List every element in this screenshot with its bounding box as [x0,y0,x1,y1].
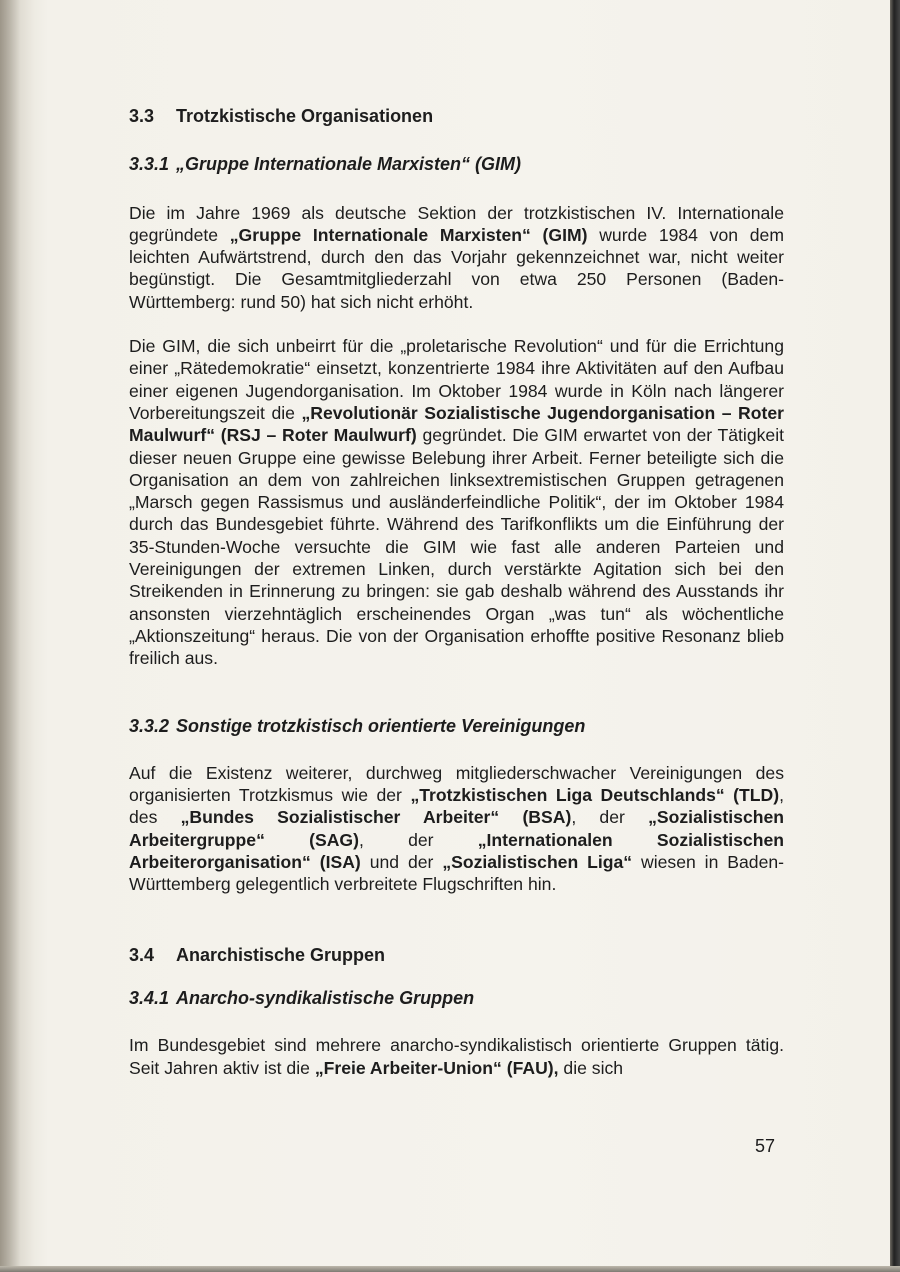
paragraph-text: Die GIM, die sich unbeirrt für die „proletarische Revolution“ und für die Errichtung einer „Rätedemokratie“ einsetzt, konzentrierte 1984 ihre Aktivitäten auf den Aufbau einer eigenen Jugendorganisation. Im Oktober 1984 wurde in Köln nach längerer Vorbereitungszeit die [129,336,784,423]
section-number: 3.3 [129,106,155,126]
paragraph-text: Im Bundesgebiet sind mehrere anarcho-syndikalistisch orientierte Gruppen tätig. Seit Jahren aktiv ist die [129,1035,784,1078]
organization-name-bold: „Revolutionär Sozialistische Jugendorganisation – Roter Maulwurf“ (RSJ – Roter Maulwurf) [129,402,784,446]
paragraph-text: wurde 1984 von dem leichten Aufwärtstrend, durch den das Vorjahr gekennzeichnet war, nicht weiter begünstigt. Die Gesamtmitgliederzahl von etwa 250 Personen (Baden-Württemberg: rund 50) hat sich nicht erhöht. [129,224,784,312]
organization-name-bold: „Sozialistischen Arbeitergruppe“ (SAG) [129,807,785,850]
organization-name-bold: „Bundes Sozialistischer Arbeiter“ (BSA) [180,807,572,828]
subsection-heading-3-4-1 [129,987,784,1009]
paragraph-gim-activities [129,335,784,669]
book-spine-shadow [0,0,34,1268]
paragraph-text: , des [129,785,784,828]
paragraph-text: , der [571,807,649,828]
paragraph-text: wiesen in Baden-Württemberg gelegentlich verbreitete Flugschriften hin. [129,852,785,895]
paragraph-text: die sich [558,1057,624,1078]
section-title: Anarchistische Gruppen [176,944,386,965]
paragraph-anarcho-syndicalist [129,1034,784,1079]
section-number: 3.4 [129,944,155,965]
paragraph-text: Die im Jahre 1969 als deutsche Sektion der trotzkistischen IV. Internationale gegründete [129,202,784,245]
section-title: Trotzkistische Organisationen [176,106,434,126]
paragraph-text: gegründet. Die GIM erwartet von der Tätigkeit dieser neuen Gruppe eine gewisse Belebung ihrer Arbeit. Ferner beteiligte sich die Organisation an dem von zahlreichen linksextremistischen Gruppen getragenen „Marsch gegen Rassismus und ausländerfeindliche Politik“, der im Oktober 1984 durch das Bundesgebiet führte. Während des Tarifkonflikts um die Einführung der 35-Stunden-Woche versuchte die GIM wie fast alle anderen Parteien und Vereinigungen der extremen Linken, durch verstärkte Agitation sich bei den Streikenden in Erinnerung zu bringen: sie gab deshalb während des Ausstands ihr ansonsten vierzehntäglich erscheinendes Organ „was tun“ als wöchentliche „Aktionszeitung“ heraus. Die von der Organisation erhoffte positive Resonanz blieb freilich aus. [129,425,785,669]
page-number: 57 [755,1136,776,1156]
subsection-title: „Gruppe Internationale Marxisten“ (GIM) [176,154,522,175]
subsection-heading-3-3-1 [129,153,784,175]
organization-name-bold: „Gruppe Internationale Marxisten“ (GIM) [229,224,588,245]
subsection-title: Sonstige trotzkistisch orientierte Vereinigungen [176,715,586,736]
organization-name-bold: „Internationalen Sozialistischen Arbeiterorganisation“ (ISA) [129,829,784,873]
paragraph-text: , der [358,829,478,850]
paragraph-text: und der [360,852,443,873]
page-edge-right [890,0,900,1272]
section-heading-3-4 [129,944,784,966]
subsection-number: 3.3.1 [129,154,170,175]
subsection-number: 3.4.1 [129,987,170,1008]
organization-name-bold: „Sozialistischen Liga“ [442,852,633,873]
page-content [129,100,784,1079]
page-edge-bottom [0,1266,900,1272]
paragraph-other-trotskyist-groups [129,762,784,896]
subsection-number: 3.3.2 [129,715,170,736]
section-heading-3-3 [129,105,784,127]
subsection-heading-3-3-2 [129,715,784,737]
subsection-title: Anarcho-syndikalistische Gruppen [176,987,475,1008]
organization-name-bold: „Trotzkistischen Liga Deutschlands“ (TLD) [410,785,780,806]
paragraph-text: Auf die Existenz weiterer, durchweg mitgliederschwacher Vereinigungen des organisierten Trotzkismus wie der [129,762,784,806]
organization-name-bold: „Freie Arbeiter-Union“ (FAU), [314,1057,559,1078]
paragraph-gim-membership [129,202,784,313]
